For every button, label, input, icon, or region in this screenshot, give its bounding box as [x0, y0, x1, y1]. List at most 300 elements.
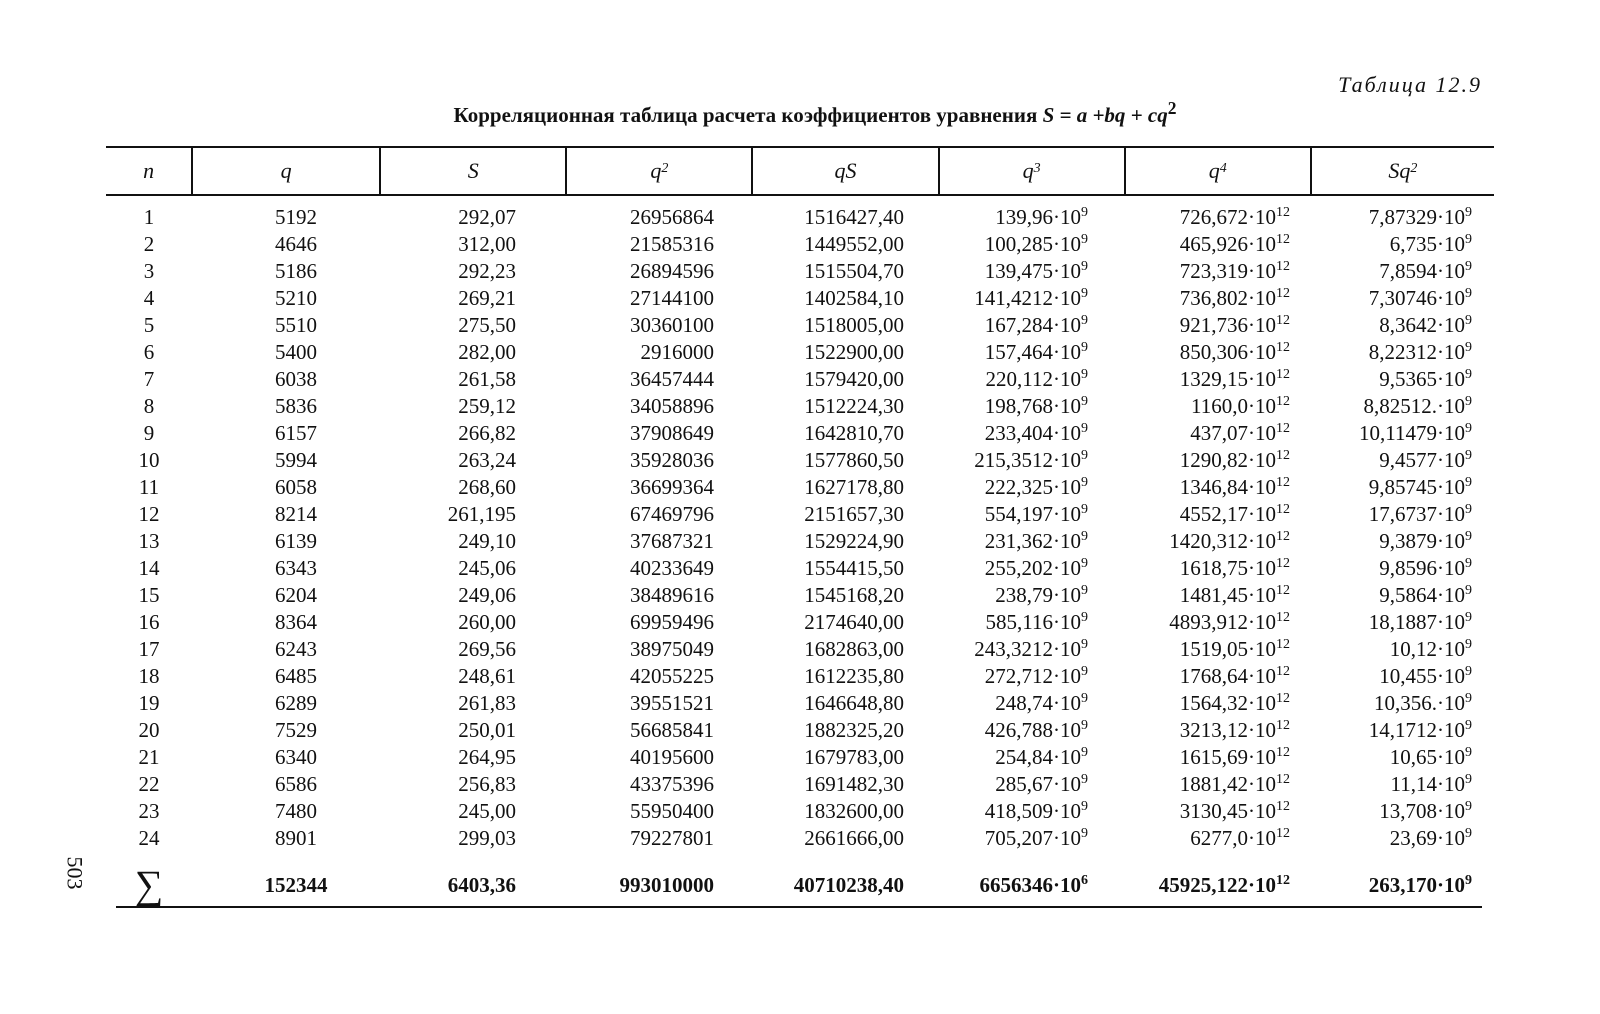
cell-n: 11	[138, 475, 160, 499]
cell-q2: 35928036	[630, 448, 714, 472]
cell-n: 9	[143, 421, 155, 445]
cell-sq2-mantissa: 10,11479·10	[1359, 421, 1465, 445]
cell-n: 1	[143, 205, 155, 229]
cell-qs: 1449552,00	[804, 232, 904, 256]
cell-q3	[938, 636, 1124, 663]
cell-q4-mantissa: 6277,0·10	[1190, 826, 1276, 850]
header-q4-base: q	[1208, 158, 1220, 183]
cell-q4	[1124, 771, 1310, 798]
cell-q2: 56685841	[630, 718, 714, 742]
cell-q: 5836	[275, 394, 317, 418]
cell-q2: 55950400	[630, 799, 714, 823]
cell-q4-exponent: 12	[1276, 556, 1290, 571]
cell-sq2-exponent: 9	[1465, 232, 1472, 247]
cell-q4-mantissa: 1519,05·10	[1179, 637, 1276, 661]
table-row	[106, 501, 1494, 528]
header-n-base: n	[143, 158, 155, 183]
cell-q3-exponent: 9	[1081, 664, 1088, 679]
cell-q4	[1124, 582, 1310, 609]
cell-sq2-mantissa: 9,4577·10	[1379, 448, 1465, 472]
cell-q3	[938, 339, 1124, 366]
table-row	[106, 258, 1494, 285]
cell-qs: 1679783,00	[804, 745, 904, 769]
cell-q4	[1124, 744, 1310, 771]
cell-s: 275,50	[458, 313, 516, 337]
sum-symbol: ∑	[134, 862, 164, 907]
table-row	[106, 231, 1494, 258]
cell-q4	[1124, 798, 1310, 825]
cell-sq2	[1310, 285, 1494, 312]
cell-sq2	[1310, 339, 1494, 366]
cell-qs: 2174640,00	[804, 610, 904, 634]
cell-q4-exponent: 12	[1276, 205, 1290, 220]
cell-sq2-mantissa: 9,5864·10	[1379, 583, 1465, 607]
cell-q4	[1124, 555, 1310, 582]
cell-sq2-mantissa: 9,3879·10	[1379, 529, 1465, 553]
header-q-base: q	[280, 158, 292, 183]
cell-q4-exponent: 12	[1276, 664, 1290, 679]
cell-q3-exponent: 9	[1081, 826, 1088, 841]
table-row	[106, 690, 1494, 717]
cell-q4	[1124, 312, 1310, 339]
title-formula: S = a +bq + cq	[1042, 103, 1168, 127]
cell-q2: 27144100	[630, 286, 714, 310]
cell-sq2-exponent: 9	[1465, 745, 1472, 760]
cell-n: 8	[143, 394, 155, 418]
table-label: Таблица 12.9	[1338, 72, 1482, 97]
cell-q4-mantissa: 1768,64·10	[1179, 664, 1276, 688]
header-sq2-base: Sq	[1388, 158, 1411, 183]
table-row	[106, 798, 1494, 825]
cell-q4-mantissa: 723,319·10	[1179, 259, 1276, 283]
table-row	[106, 339, 1494, 366]
cell-q3-exponent: 9	[1081, 448, 1088, 463]
cell-q3-mantissa: 255,202·10	[984, 556, 1081, 580]
cell-q3-exponent: 9	[1081, 637, 1088, 652]
cell-q3-exponent: 9	[1081, 529, 1088, 544]
sum-q2: 993010000	[619, 873, 714, 897]
cell-q: 6139	[275, 529, 317, 553]
sum-sq2-exponent: 9	[1465, 873, 1472, 888]
page-number: 503	[62, 856, 88, 890]
cell-s: 269,21	[458, 286, 516, 310]
cell-n: 2	[143, 232, 155, 256]
cell-sq2-mantissa: 17,6737·10	[1368, 502, 1465, 526]
cell-n: 3	[143, 259, 155, 283]
cell-q3-mantissa: 139,96·10	[995, 205, 1081, 229]
cell-sq2-mantissa: 8,22312·10	[1368, 340, 1465, 364]
sum-q4	[1124, 866, 1310, 904]
sum-sq2-mantissa: 263,170·10	[1368, 873, 1465, 897]
cell-q2: 26956864	[630, 205, 714, 229]
cell-q3	[938, 393, 1124, 420]
cell-sq2	[1310, 798, 1494, 825]
cell-sq2	[1310, 258, 1494, 285]
cell-q3-exponent: 9	[1081, 799, 1088, 814]
cell-q4	[1124, 663, 1310, 690]
cell-sq2-exponent: 9	[1465, 529, 1472, 544]
cell-sq2	[1310, 447, 1494, 474]
cell-q4-mantissa: 3213,12·10	[1179, 718, 1276, 742]
cell-q3-exponent: 9	[1081, 745, 1088, 760]
cell-q4-mantissa: 1615,69·10	[1179, 745, 1276, 769]
cell-n: 7	[143, 367, 155, 391]
table-body	[106, 204, 1494, 852]
cell-n: 4	[143, 286, 155, 310]
sum-s: 6403,36	[447, 873, 516, 897]
cell-s: 292,07	[458, 205, 516, 229]
sum-row	[106, 862, 1494, 907]
cell-sq2	[1310, 717, 1494, 744]
cell-q4-mantissa: 1420,312·10	[1169, 529, 1276, 553]
cell-q3-mantissa: 426,788·10	[984, 718, 1081, 742]
cell-q4-exponent: 12	[1276, 610, 1290, 625]
cell-sq2-mantissa: 10,356.·10	[1374, 691, 1465, 715]
cell-q3	[938, 501, 1124, 528]
cell-s: 264,95	[458, 745, 516, 769]
table-row	[106, 744, 1494, 771]
table-row	[106, 717, 1494, 744]
header-sq2	[1310, 148, 1494, 194]
cell-q4	[1124, 528, 1310, 555]
cell-q2: 37908649	[630, 421, 714, 445]
cell-sq2-exponent: 9	[1465, 421, 1472, 436]
cell-q4-mantissa: 465,926·10	[1179, 232, 1276, 256]
cell-sq2-exponent: 9	[1465, 340, 1472, 355]
cell-sq2-exponent: 9	[1465, 313, 1472, 328]
cell-q4-mantissa: 921,736·10	[1179, 313, 1276, 337]
cell-sq2	[1310, 744, 1494, 771]
cell-q3-mantissa: 220,112·10	[985, 367, 1081, 391]
cell-qs: 1554415,50	[804, 556, 904, 580]
header-s-base: S	[467, 158, 479, 183]
cell-q4-exponent: 12	[1276, 475, 1290, 490]
cell-sq2-exponent: 9	[1465, 691, 1472, 706]
cell-s: 245,00	[458, 799, 516, 823]
sum-q3-exponent: 6	[1081, 873, 1088, 888]
cell-q3-mantissa: 231,362·10	[984, 529, 1081, 553]
header-q4	[1124, 148, 1310, 194]
cell-q4-exponent: 12	[1276, 826, 1290, 841]
table-header	[106, 146, 1494, 196]
cell-q3-exponent: 9	[1081, 691, 1088, 706]
cell-q4-mantissa: 3130,45·10	[1179, 799, 1276, 823]
cell-q: 7529	[275, 718, 317, 742]
cell-q4-exponent: 12	[1276, 313, 1290, 328]
cell-q4	[1124, 636, 1310, 663]
cell-q: 5186	[275, 259, 317, 283]
cell-q3-exponent: 9	[1081, 205, 1088, 220]
cell-s: 259,12	[458, 394, 516, 418]
cell-q4-mantissa: 1290,82·10	[1179, 448, 1276, 472]
cell-q3-mantissa: 248,74·10	[995, 691, 1081, 715]
cell-q3-mantissa: 418,509·10	[984, 799, 1081, 823]
cell-sq2-exponent: 9	[1465, 826, 1472, 841]
cell-q: 5510	[275, 313, 317, 337]
cell-q3-mantissa: 167,284·10	[984, 313, 1081, 337]
cell-sq2-exponent: 9	[1465, 664, 1472, 679]
cell-q4-exponent: 12	[1276, 799, 1290, 814]
cell-s: 260,00	[458, 610, 516, 634]
cell-q3-exponent: 9	[1081, 475, 1088, 490]
header-q3-exponent: 3	[1033, 161, 1041, 176]
cell-q3	[938, 258, 1124, 285]
cell-qs: 1627178,80	[804, 475, 904, 499]
cell-sq2	[1310, 609, 1494, 636]
cell-q: 7480	[275, 799, 317, 823]
cell-q3-exponent: 9	[1081, 232, 1088, 247]
cell-q3-exponent: 9	[1081, 367, 1088, 382]
cell-n: 5	[143, 313, 155, 337]
cell-q3	[938, 366, 1124, 393]
cell-q3-exponent: 9	[1081, 610, 1088, 625]
table-row	[106, 825, 1494, 852]
cell-qs: 1642810,70	[804, 421, 904, 445]
cell-q3-mantissa: 243,3212·10	[974, 637, 1081, 661]
cell-q3	[938, 474, 1124, 501]
cell-s: 249,10	[458, 529, 516, 553]
cell-qs: 1612235,80	[804, 664, 904, 688]
cell-sq2	[1310, 771, 1494, 798]
cell-q3-exponent: 9	[1081, 259, 1088, 274]
table-row	[106, 771, 1494, 798]
cell-sq2-exponent: 9	[1465, 502, 1472, 517]
cell-q3	[938, 771, 1124, 798]
cell-q4-exponent: 12	[1276, 637, 1290, 652]
cell-sq2-exponent: 9	[1465, 205, 1472, 220]
cell-q3	[938, 312, 1124, 339]
header-qs	[751, 148, 937, 194]
header-sq2-exponent: 2	[1410, 161, 1418, 176]
cell-qs: 2661666,00	[804, 826, 904, 850]
cell-q4	[1124, 501, 1310, 528]
cell-sq2-exponent: 9	[1465, 475, 1472, 490]
cell-n: 6	[143, 340, 155, 364]
cell-n: 12	[138, 502, 160, 526]
cell-sq2-mantissa: 8,3642·10	[1379, 313, 1465, 337]
header-q2-base: q	[650, 158, 662, 183]
cell-qs: 1522900,00	[804, 340, 904, 364]
cell-n: 17	[138, 637, 160, 661]
cell-sq2	[1310, 555, 1494, 582]
cell-q3	[938, 231, 1124, 258]
cell-sq2-mantissa: 7,8594·10	[1379, 259, 1465, 283]
cell-q3-mantissa: 215,3512·10	[974, 448, 1081, 472]
cell-q3	[938, 690, 1124, 717]
table-row	[106, 609, 1494, 636]
cell-q3	[938, 744, 1124, 771]
cell-q3	[938, 420, 1124, 447]
cell-s: 261,58	[458, 367, 516, 391]
cell-q4-exponent: 12	[1276, 232, 1290, 247]
cell-sq2-mantissa: 7,30746·10	[1368, 286, 1465, 310]
cell-q3-exponent: 9	[1081, 340, 1088, 355]
cell-q2: 39551521	[630, 691, 714, 715]
cell-sq2	[1310, 393, 1494, 420]
cell-q2: 43375396	[630, 772, 714, 796]
bottom-rule	[116, 906, 1482, 908]
cell-n: 23	[138, 799, 160, 823]
cell-q4-exponent: 12	[1276, 772, 1290, 787]
cell-sq2-mantissa: 9,85745·10	[1368, 475, 1465, 499]
cell-sq2-exponent: 9	[1465, 286, 1472, 301]
cell-q4-mantissa: 1564,32·10	[1179, 691, 1276, 715]
cell-q2: 36457444	[630, 367, 714, 391]
cell-q3	[938, 663, 1124, 690]
cell-q4-exponent: 12	[1276, 448, 1290, 463]
cell-sq2-mantissa: 10,12·10	[1389, 637, 1465, 661]
cell-q4	[1124, 690, 1310, 717]
cell-qs: 1691482,30	[804, 772, 904, 796]
cell-s: 312,00	[458, 232, 516, 256]
table-row	[106, 636, 1494, 663]
header-s	[379, 148, 565, 194]
cell-sq2-mantissa: 18,1887·10	[1368, 610, 1465, 634]
cell-sq2-mantissa: 13,708·10	[1379, 799, 1465, 823]
cell-s: 299,03	[458, 826, 516, 850]
cell-qs: 1518005,00	[804, 313, 904, 337]
cell-q: 5192	[275, 205, 317, 229]
table-row	[106, 555, 1494, 582]
cell-q3-exponent: 9	[1081, 718, 1088, 733]
cell-q: 8214	[275, 502, 317, 526]
cell-sq2-exponent: 9	[1465, 583, 1472, 598]
cell-q: 6485	[275, 664, 317, 688]
cell-q3-exponent: 9	[1081, 286, 1088, 301]
cell-n: 14	[138, 556, 160, 580]
cell-q2: 67469796	[630, 502, 714, 526]
cell-q3-exponent: 9	[1081, 583, 1088, 598]
cell-sq2	[1310, 825, 1494, 852]
cell-q4	[1124, 366, 1310, 393]
cell-s: 245,06	[458, 556, 516, 580]
table-row	[106, 366, 1494, 393]
cell-q4-mantissa: 4893,912·10	[1169, 610, 1276, 634]
cell-q: 5994	[275, 448, 317, 472]
cell-q: 6204	[275, 583, 317, 607]
cell-sq2	[1310, 474, 1494, 501]
cell-n: 20	[138, 718, 160, 742]
cell-q3-mantissa: 157,464·10	[984, 340, 1081, 364]
cell-q4-mantissa: 1881,42·10	[1179, 772, 1276, 796]
cell-q2: 37687321	[630, 529, 714, 553]
header-q3-base: q	[1022, 158, 1034, 183]
sum-q3-mantissa: 6656346·10	[979, 873, 1081, 897]
cell-q4-exponent: 12	[1276, 340, 1290, 355]
cell-q4	[1124, 258, 1310, 285]
cell-qs: 2151657,30	[804, 502, 904, 526]
cell-q3-mantissa: 139,475·10	[984, 259, 1081, 283]
table-row	[106, 312, 1494, 339]
cell-qs: 1579420,00	[804, 367, 904, 391]
cell-q2: 42055225	[630, 664, 714, 688]
cell-n: 16	[138, 610, 160, 634]
cell-q3-mantissa: 285,67·10	[995, 772, 1081, 796]
cell-q4	[1124, 825, 1310, 852]
cell-q4-exponent: 12	[1276, 583, 1290, 598]
cell-q: 6058	[275, 475, 317, 499]
table-row	[106, 204, 1494, 231]
cell-sq2	[1310, 312, 1494, 339]
cell-qs: 1577860,50	[804, 448, 904, 472]
cell-q3	[938, 528, 1124, 555]
cell-sq2-mantissa: 10,455·10	[1379, 664, 1465, 688]
cell-sq2-exponent: 9	[1465, 718, 1472, 733]
cell-q4-mantissa: 4552,17·10	[1179, 502, 1276, 526]
cell-q3	[938, 582, 1124, 609]
cell-q4	[1124, 717, 1310, 744]
cell-q: 6157	[275, 421, 317, 445]
cell-qs: 1646648,80	[804, 691, 904, 715]
cell-q3-mantissa: 705,207·10	[984, 826, 1081, 850]
cell-q3	[938, 555, 1124, 582]
cell-q2: 40195600	[630, 745, 714, 769]
cell-sq2-exponent: 9	[1465, 367, 1472, 382]
cell-q4-exponent: 12	[1276, 529, 1290, 544]
cell-sq2-exponent: 9	[1465, 556, 1472, 571]
cell-s: 266,82	[458, 421, 516, 445]
cell-s: 261,83	[458, 691, 516, 715]
sum-sq2	[1310, 866, 1494, 904]
cell-q2: 38489616	[630, 583, 714, 607]
cell-q3	[938, 798, 1124, 825]
cell-q: 6243	[275, 637, 317, 661]
cell-q3-mantissa: 141,4212·10	[974, 286, 1081, 310]
cell-q4-mantissa: 1160,0·10	[1191, 394, 1276, 418]
cell-s: 263,24	[458, 448, 516, 472]
table-title	[0, 98, 1600, 128]
cell-q3	[938, 825, 1124, 852]
table-row	[106, 393, 1494, 420]
cell-q: 8364	[275, 610, 317, 634]
cell-q3	[938, 204, 1124, 231]
cell-q4-mantissa: 736,802·10	[1179, 286, 1276, 310]
cell-q3	[938, 609, 1124, 636]
header-q4-exponent: 4	[1219, 161, 1227, 176]
header-q3	[938, 148, 1124, 194]
cell-s: 268,60	[458, 475, 516, 499]
table-row	[106, 447, 1494, 474]
cell-s: 282,00	[458, 340, 516, 364]
cell-q3-exponent: 9	[1081, 556, 1088, 571]
cell-sq2-mantissa: 8,82512.·10	[1363, 394, 1465, 418]
cell-q2: 26894596	[630, 259, 714, 283]
cell-sq2-exponent: 9	[1465, 259, 1472, 274]
cell-q3-exponent: 9	[1081, 772, 1088, 787]
cell-q: 6340	[275, 745, 317, 769]
cell-n: 22	[138, 772, 160, 796]
sum-qs: 40710238,40	[793, 873, 904, 897]
cell-q4	[1124, 447, 1310, 474]
cell-sq2-exponent: 9	[1465, 610, 1472, 625]
header-q2-exponent: 2	[661, 161, 669, 176]
cell-q2: 69959496	[630, 610, 714, 634]
cell-q3-mantissa: 198,768·10	[984, 394, 1081, 418]
table-row	[106, 474, 1494, 501]
cell-sq2-mantissa: 14,1712·10	[1368, 718, 1465, 742]
cell-q: 4646	[275, 232, 317, 256]
cell-q3-mantissa: 272,712·10	[984, 664, 1081, 688]
cell-q2: 2916000	[640, 340, 714, 364]
cell-q4-exponent: 12	[1276, 691, 1290, 706]
cell-sq2-mantissa: 9,5365·10	[1379, 367, 1465, 391]
cell-sq2-exponent: 9	[1465, 448, 1472, 463]
cell-q3-mantissa: 233,404·10	[984, 421, 1081, 445]
cell-q: 5210	[275, 286, 317, 310]
cell-qs: 1512224,30	[804, 394, 904, 418]
cell-qs: 1529224,90	[804, 529, 904, 553]
cell-n: 15	[138, 583, 160, 607]
